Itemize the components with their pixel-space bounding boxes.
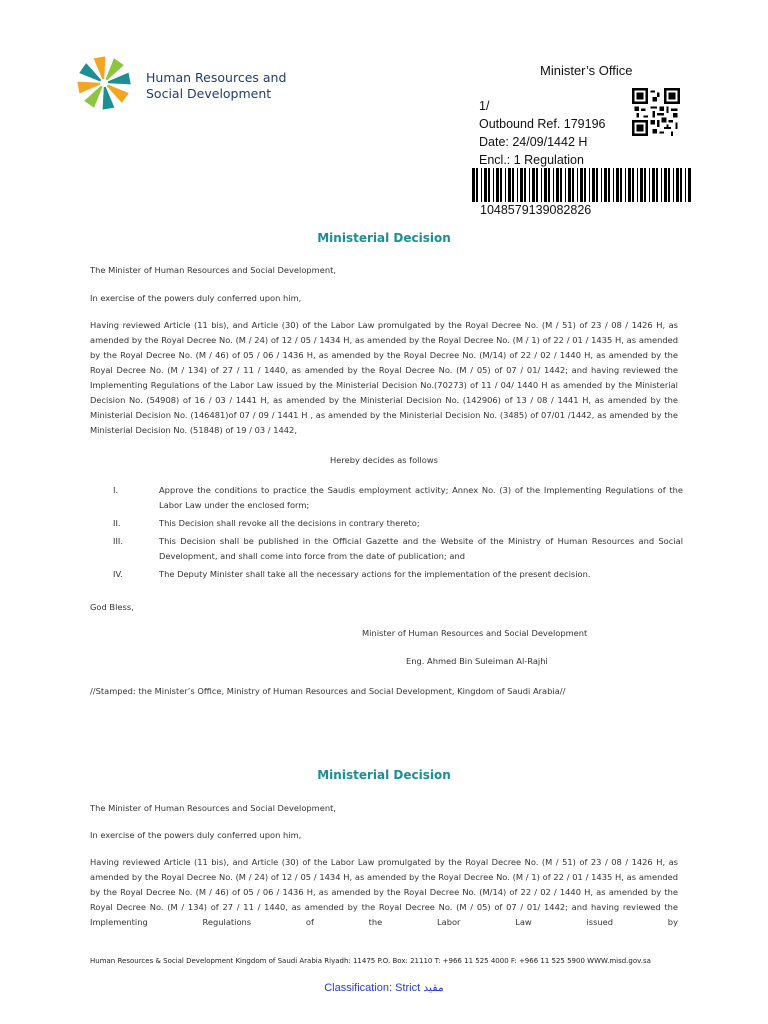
- office-label: Minister’s Office: [540, 63, 633, 78]
- paragraph-reviewed-2: Having reviewed Article (11 bis), and Article (30) of the Labor Law promulgated by the Royal Decree No. (M / 51) of 23 / 08 / 1426 H, as amended by the Royal Decree No. (M / 24) of 12 / 05 / 1434 H, as amended by the Royal Decree No. (M / 1) of 22 / 01 / 1435 H, as amended by the Royal Decree No. (M / 46) of 05 / 06 / 1436 H, as amended by the Royal Decree No. (M/14) of 22 / 02 / 1440 H, as amended by the Royal Decree No. (M / 134) of 27 / 11 / 1440, as amended by the Royal Decree No. (M / 05) of 07 / 01/ 1442; and having reviewed the Implementing Regulations of the Labor Law issued by: [90, 857, 678, 927]
- list-item-number: II.: [113, 518, 121, 528]
- classification-label: Classification: Strict مقيد: [324, 982, 444, 994]
- barcode-icon: [470, 168, 694, 202]
- page-title-2: Ministerial Decision: [317, 768, 451, 782]
- paragraph-powers-2: In exercise of the powers duly conferred upon him,: [90, 830, 302, 840]
- list-item-text: The Deputy Minister shall take all the necessary actions for the implementation of the present decision.: [159, 569, 591, 579]
- signature-name: Eng. Ahmed Bin Suleiman Al-Rajhi: [406, 656, 548, 666]
- list-item: [113, 483, 683, 513]
- list-item: [113, 516, 683, 531]
- decides-heading: Hereby decides as follows: [330, 455, 438, 465]
- list-item-number: IV.: [113, 569, 123, 579]
- page-title: Ministerial Decision: [317, 231, 451, 245]
- list-item-number: III.: [113, 536, 123, 546]
- paragraph-minister-2: The Minister of Human Resources and Social Development,: [90, 803, 337, 813]
- signature-title: Minister of Human Resources and Social Development: [362, 628, 588, 638]
- footer-contact: Human Resources & Social Development Kingdom of Saudi Arabia Riyadh: 11475 P.O. Box: 21110 T: +966 11 525 4000 F: +966 11 525 5900 WWW.misd.gov.sa: [90, 957, 651, 965]
- stamp-note: //Stamped: the Minister’s Office, Ministry of Human Resources and Social Development, Kingdom of Saudi Arabia//: [90, 686, 566, 696]
- ministry-logo: [64, 55, 144, 119]
- ministry-name-line1: Human Resources and: [146, 70, 287, 85]
- closing-greeting: God Bless,: [90, 602, 134, 612]
- enclosure: Encl.: 1 Regulation: [479, 153, 584, 167]
- list-item-text: This Decision shall revoke all the decisions in contrary thereto;: [159, 518, 420, 528]
- barcode-number: 1048579139082826: [480, 203, 592, 217]
- list-item-text: This Decision shall be published in the Official Gazette and the Website of the Ministry of Human Resources and Social Development, and shall come into force from the date of publication; and: [159, 536, 683, 561]
- ref-date: Date: 24/09/1442 H: [479, 135, 588, 149]
- ministry-name-line2: Social Development: [146, 85, 272, 101]
- paragraph-powers: In exercise of the powers duly conferred upon him,: [90, 293, 302, 303]
- paragraph-reviewed: Having reviewed Article (11 bis), and Article (30) of the Labor Law promulgated by the Royal Decree No. (M / 51) of 23 / 08 / 1426 H, as amended by the Royal Decree No. (M / 24) of 12 / 05 / 1434 H, as amended by the Royal Decree No. (M / 1) of 22 / 01 / 1435 H, as amended by the Royal Decree No. (M / 46) of 05 / 06 / 1436 H, as amended by the Royal Decree No. (M/14) of 22 / 02 / 1440 H, as amended by the Royal Decree No. (M / 134) of 27 / 11 / 1440, as amended by the Royal Decree No. (M / 05) of 07 / 01/ 1442; and having reviewed the Implementing Regulations of the Labor Law issued by the Ministerial Decision No.(70273) of 11 / 04/ 1440 H as amended by the Ministerial Decision No. (54908) of 16 / 03 / 1441 H, as amended by the Ministerial Decision No. (142906) of 13 / 08 / 1441 H, as amended by the Ministerial Decision No. (146481)of 07 / 09 / 1441 H , as amended by the Ministerial Decision No. (3485) of 07/01 /1442, as amended by the Ministerial Decision No. (51848) of 19 / 03 / 1442,: [90, 320, 678, 435]
- reference-block: [479, 97, 606, 169]
- decision-list: [113, 483, 683, 585]
- list-item: [113, 567, 683, 582]
- paragraph-minister: The Minister of Human Resources and Social Development,: [90, 265, 337, 275]
- qr-code-icon: [632, 88, 680, 136]
- outbound-ref: Outbound Ref. 179196: [479, 117, 606, 131]
- list-item-number: I.: [113, 485, 119, 495]
- ministry-name: [146, 70, 286, 101]
- list-item: [113, 534, 683, 564]
- ref-number: 1/: [479, 99, 490, 113]
- list-item-text: Approve the conditions to practice the Saudis employment activity; Annex No. (3) of the Implementing Regulations of the Labor Law under the enclosed form;: [159, 485, 683, 510]
